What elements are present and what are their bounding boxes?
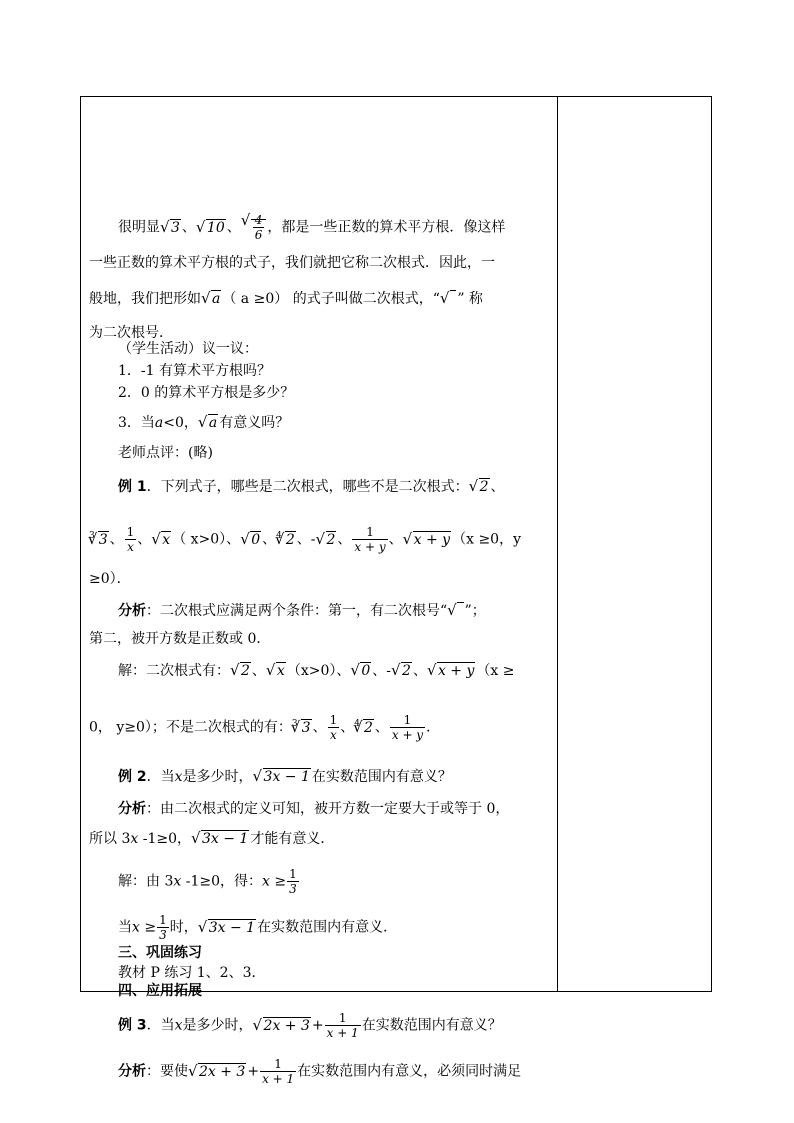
student-activity: （学生活动）议一议： [118,341,258,357]
sqrt-0: √ 0 [351,663,371,679]
fraction-1-x-plus-1: $\frac{1}{x + 1}$ [326,1011,359,1040]
solution-1-cont: 0， y≥0）；不是二次根式的有：$^3$√ 3 、 $\frac{1}{x}$ 、$^4$√ 2 、 $\frac{1}{x + y}$ ． [89,713,440,742]
fraction-1-3: $\frac{1}{3}$ [289,867,297,896]
sqrt-x-plus-y: √ x + y [404,532,451,548]
solution-2: 解：由 3x -1≥0，得：x ≥ $\frac{1}{3}$ [118,867,297,896]
analysis-2-cont: 所以 3x -1≥0，√ 3x − 1 才能有意义． [89,831,334,847]
question-3: 3．当a<0，√ a 有意义吗？ [118,415,289,431]
example-3: 例 3．当x是多少时，√ 2x + 3 + $\frac{1}{x + 1}$ 在实数范围内有意义？ [118,1011,502,1040]
fraction-1-x-plus-1: $\frac{1}{x + 1}$ [262,1057,295,1086]
example-1-condition-end: ≥0）． [89,571,131,587]
analysis-1-cont: 第二，被开方数是正数或 0． [89,631,271,647]
sqrt-2: √ 2 [392,663,412,679]
example-2: 例 2．当x是多少时，√ 3x − 1 在实数范围内有意义？ [118,769,452,785]
fourth-root-2: √ 2 [354,720,374,736]
sqrt-a: √ a [199,415,218,431]
intro-line-2: 一些正数的算术平方根的式子，我们就把它称二次根式．因此，一 [89,255,495,271]
section-3-heading: 三、巩固练习 [118,945,202,961]
sqrt-3x-minus-1: √ 3x − 1 [199,920,256,936]
intro-line-4: 为二次根号． [89,325,173,341]
sqrt-10: √ 10 [197,220,226,236]
sqrt-3x-minus-1: √ 3x − 1 [254,769,311,785]
example-3-label: 例 3 [118,1017,147,1034]
cube-root-3: √ 3 [89,532,109,548]
sqrt-a: √ a [202,291,221,307]
analysis-label: 分析 [118,1063,146,1080]
sqrt-2x-plus-3: √ 2x + 3 [254,1018,311,1034]
solution-1: 解：二次根式有：√ 2 、√ x （x>0）、√ 0 、-√ 2 、√ x + y （x ≥ [118,663,514,679]
fraction-1-x: $\frac{1}{x}$ [126,525,135,554]
section-4-heading: 四、应用拓展 [118,983,202,999]
sqrt-4-over-6 [242,213,267,242]
intro-line-3: 般地，我们把形如√ a （ a ≥0） 的式子叫做二次根式，“√ ” 称 [89,291,483,307]
sqrt-x: √ x [267,663,286,679]
example-1-label: 例 1 [118,479,147,495]
analysis-2: 分析：由二次根式的定义可知，被开方数一定要大于或等于 0， [118,801,510,817]
lesson-table [80,96,712,1086]
analysis-1: 分析：二次根式应满足两个条件：第一，有二次根号“√ ”； [118,603,486,619]
analysis-3: 分析：要使√ 2x + 3 + $\frac{1}{x + 1}$ 在实数范围内有意义，必须同时满足 [118,1057,521,1086]
example-1-expressions: $^3$√ 3 、 $\frac{1}{x}$ 、√ x （ x>0）、√ 0 、$^4$√ 2 、-√ 2 、 $\frac{1}{x + y}$ 、√ x + y （x ≥0，y [89,525,521,554]
example-2-label: 例 2 [118,769,147,785]
fraction-1-3: $\frac{1}{3}$ [159,913,167,942]
cube-root-3: √ 3 [292,720,312,736]
fraction-1-x: $\frac{1}{x}$ [329,713,338,742]
sqrt-3: √ 3 [161,220,181,236]
sqrt-2x-plus-3: √ 2x + 3 [189,1064,246,1080]
analysis-label: 分析 [118,603,146,619]
lesson-content-column [81,97,557,1086]
textbook-exercises: 教材 P 练习 1、2、3． [118,965,266,981]
fourth-root-2: √ 2 [276,532,296,548]
sqrt-2: √ 2 [231,663,251,679]
intro-line-1: 很明显√ 3 、√ 10 、 √ $\frac{4}{6}$ ，都是一些正数的算术平方根．像这样 [118,213,505,242]
sqrt-x-plus-y: √ x + y [428,663,475,679]
example-1: 例 1．下列式子，哪些是二次根式，哪些不是二次根式：√ 2 、 [118,479,505,495]
fraction-4-6: √ $\frac{4}{6}$ [254,213,263,242]
teacher-comment: 老师点评：(略) [118,445,213,461]
radical-sign [441,291,456,307]
solution-2-conclusion: 当x ≥ $\frac{1}{3}$ 时，√ 3x − 1 在实数范围内有意义． [118,913,397,942]
sqrt-2: √ 2 [470,479,490,495]
sqrt-2: √ 2 [317,532,337,548]
question-1: 1．-1 有算术平方根吗？ [118,363,271,379]
notes-column [558,97,711,991]
sqrt-3x-minus-1: √ 3x − 1 [192,831,249,847]
analysis-label: 分析 [118,801,146,817]
question-2: 2．0 的算术平方根是多少？ [118,385,295,401]
sqrt-x: √ x [152,532,171,548]
fraction-1-x-plus-y: $\frac{1}{x + y}$ [391,713,424,742]
fraction-1-x-plus-y: $\frac{1}{x + y}$ [354,525,386,554]
sqrt-0: √ 0 [241,532,261,548]
radical-sign [448,603,463,619]
